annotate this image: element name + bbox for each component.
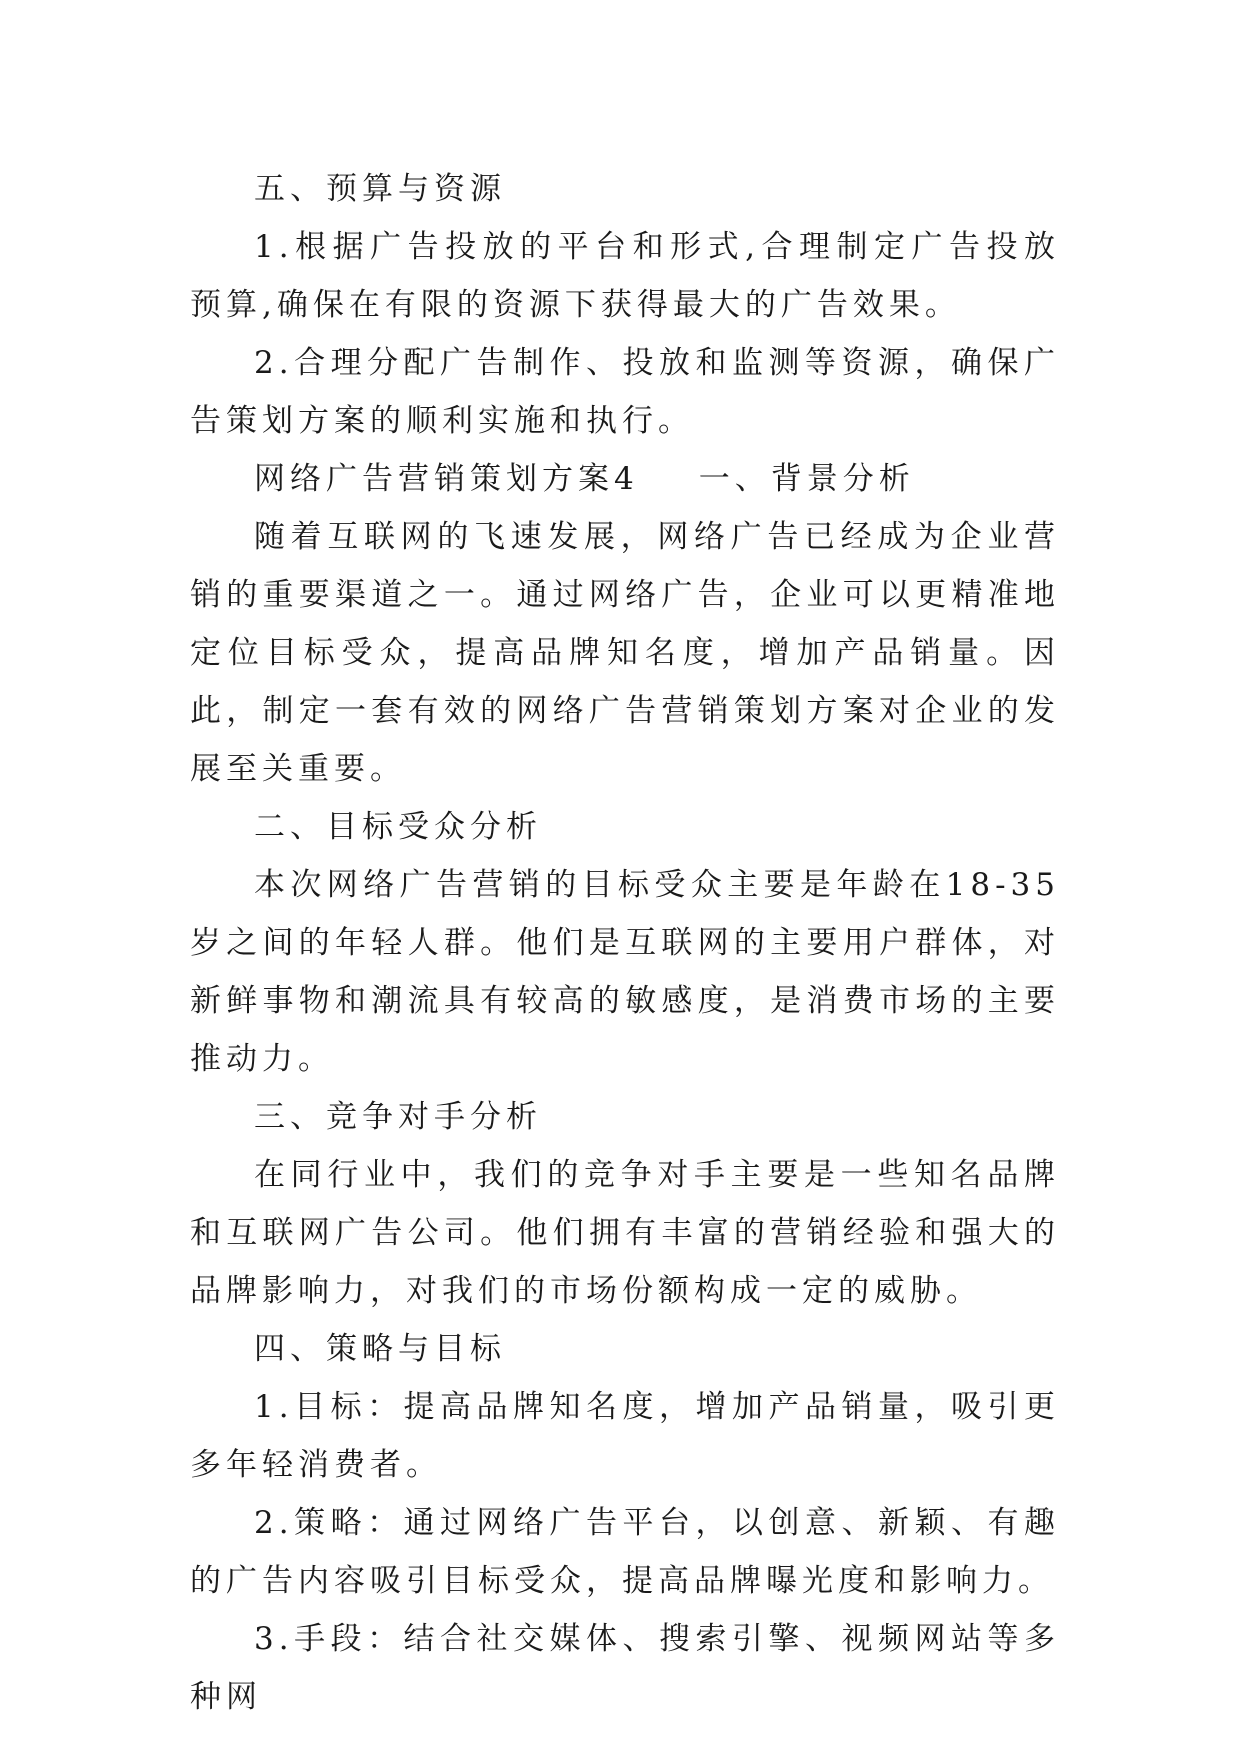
paragraph-strategy-method: 2.策略：通过网络广告平台，以创意、新颖、有趣的广告内容吸引目标受众，提高品牌曝光度和影响力。 xyxy=(190,1505,1060,1599)
paragraph-budget-2: 2.合理分配广告制作、投放和监测等资源，确保广告策划方案的顺利实施和执行。 xyxy=(190,345,1060,439)
paragraph-budget-1: 1.根据广告投放的平台和形式,合理制定广告投放预算,确保在有限的资源下获得最大的广告效果。 xyxy=(190,229,1060,323)
plan-title-line xyxy=(190,450,1060,508)
section-heading-budget: 五、预算与资源 xyxy=(254,171,506,207)
paragraph-competitors: 在同行业中，我们的竞争对手主要是一些知名品牌和互联网广告公司。他们拥有丰富的营销经验和强大的品牌影响力，对我们的市场份额构成一定的威胁。 xyxy=(190,1157,1060,1309)
plan-title: 网络广告营销策划方案4 xyxy=(254,461,639,497)
document-body xyxy=(190,160,1060,1726)
paragraph-background: 随着互联网的飞速发展，网络广告已经成为企业营销的重要渠道之一。通过网络广告，企业可以更精准地定位目标受众，提高品牌知名度，增加产品销量。因此，制定一套有效的网络广告营销策划方案对企业的发展至关重要。 xyxy=(190,519,1060,787)
section-heading-audience: 二、目标受众分析 xyxy=(254,809,542,845)
section-heading-competitors: 三、竞争对手分析 xyxy=(254,1099,542,1135)
paragraph-audience: 本次网络广告营销的目标受众主要是年龄在18-35岁之间的年轻人群。他们是互联网的主要用户群体，对新鲜事物和潮流具有较高的敏感度，是消费市场的主要推动力。 xyxy=(190,867,1060,1077)
section-heading-background: 一、背景分析 xyxy=(698,461,915,497)
section-heading-strategy: 四、策略与目标 xyxy=(254,1331,506,1367)
paragraph-strategy-goal: 1.目标：提高品牌知名度，增加产品销量，吸引更多年轻消费者。 xyxy=(190,1389,1060,1483)
paragraph-strategy-means: 3.手段：结合社交媒体、搜索引擎、视频网站等多种网 xyxy=(190,1621,1060,1715)
